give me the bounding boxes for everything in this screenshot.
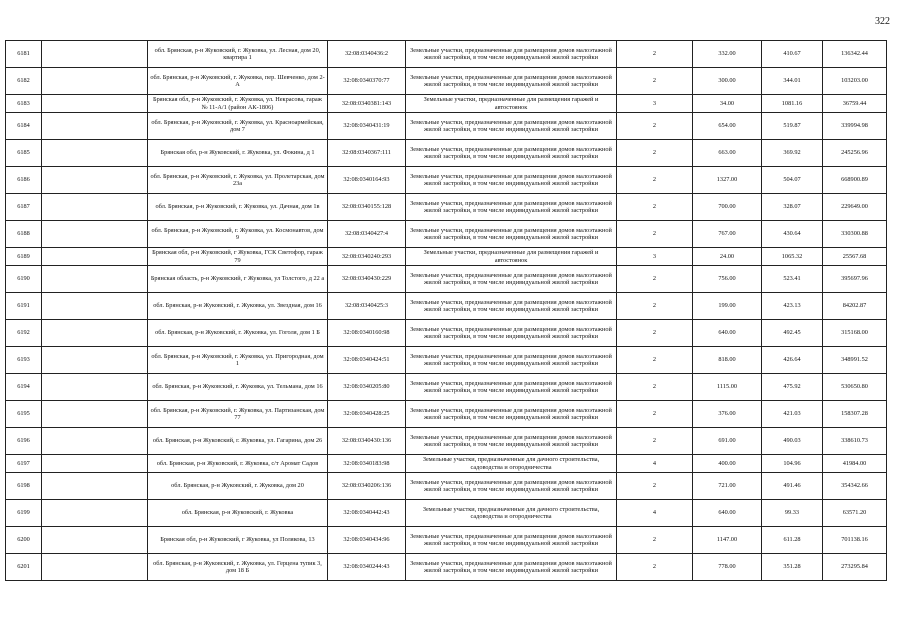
- table-row: [6, 527, 887, 554]
- group-number-cell: 2: [617, 554, 693, 581]
- row-number-cell: 6183: [6, 95, 42, 113]
- group-number-cell: 3: [617, 95, 693, 113]
- address-cell: обл. Брянская, р-н Жуковский, г. Жуковка, ул. Пригородная, дом 1: [148, 347, 328, 374]
- spacer-cell: [42, 266, 148, 293]
- row-number-cell: 6199: [6, 500, 42, 527]
- row-number-cell: 6194: [6, 374, 42, 401]
- spacer-cell: [42, 41, 148, 68]
- cadastral-value-cell: 395697.96: [823, 266, 887, 293]
- table-row: [6, 320, 887, 347]
- cadastral-number-cell: 32:08:0340240:293: [328, 248, 406, 266]
- address-cell: обл. Брянская, р-н Жуковский, г. Жуковка, ул. Космонавтов, дом 9: [148, 221, 328, 248]
- cadastral-number-cell: 32:08:0340164:93: [328, 167, 406, 194]
- cadastral-number-cell: 32:08:0340160:98: [328, 320, 406, 347]
- group-number-cell: 4: [617, 500, 693, 527]
- group-number-cell: 2: [617, 194, 693, 221]
- land-use-cell: Земельные участки, предназначенные для размещения домов малоэтажной жилой застройки, в том числе индивидуальной жилой застройки: [406, 347, 617, 374]
- group-number-cell: 2: [617, 68, 693, 95]
- land-use-cell: Земельные участки, предназначенные для размещения гаражей и автостоянок: [406, 248, 617, 266]
- area-cell: 34.00: [693, 95, 762, 113]
- specific-value-cell: 344.01: [762, 68, 823, 95]
- spacer-cell: [42, 293, 148, 320]
- land-use-cell: Земельные участки, предназначенные для размещения домов малоэтажной жилой застройки, в том числе индивидуальной жилой застройки: [406, 113, 617, 140]
- spacer-cell: [42, 428, 148, 455]
- address-cell: Брянская обл, р-н Жуковский, г. Жуковка, ул. Некрасова, гараж № 11-А/1 (район АК-1806): [148, 95, 328, 113]
- spacer-cell: [42, 401, 148, 428]
- address-cell: обл. Брянская, р-н Жуковский, г. Жуковка, ул. Гоголя, дом 1 Б: [148, 320, 328, 347]
- table-row: [6, 41, 887, 68]
- group-number-cell: 3: [617, 248, 693, 266]
- table-row: [6, 167, 887, 194]
- address-cell: обл. Брянская, р-н Жуковский, г. Жуковка, ул. Звездная, дом 16: [148, 293, 328, 320]
- area-cell: 332.00: [693, 41, 762, 68]
- land-use-cell: Земельные участки, предназначенные для размещения домов малоэтажной жилой застройки, в том числе индивидуальной жилой застройки: [406, 401, 617, 428]
- table-row: [6, 266, 887, 293]
- group-number-cell: 2: [617, 374, 693, 401]
- address-cell: Брянская обл, р-н Жуковский, г. Жуковка, ул. Фокина, д 1: [148, 140, 328, 167]
- cadastral-number-cell: 32:08:0340425:3: [328, 293, 406, 320]
- land-use-cell: Земельные участки, предназначенные для размещения домов малоэтажной жилой застройки, в том числе индивидуальной жилой застройки: [406, 374, 617, 401]
- area-cell: 691.00: [693, 428, 762, 455]
- land-registry-table: [5, 40, 887, 581]
- cadastral-number-cell: 32:08:0340430:136: [328, 428, 406, 455]
- area-cell: 376.00: [693, 401, 762, 428]
- address-cell: обл. Брянская, р-н Жуковский, г. Жуковка, ул. Красноармейская, дом 7: [148, 113, 328, 140]
- address-cell: обл. Брянская, р-н Жуковский, г. Жуковка, ул. Тельмана, дом 16: [148, 374, 328, 401]
- specific-value-cell: 492.45: [762, 320, 823, 347]
- row-number-cell: 6181: [6, 41, 42, 68]
- specific-value-cell: 423.13: [762, 293, 823, 320]
- cadastral-value-cell: 701138.16: [823, 527, 887, 554]
- spacer-cell: [42, 473, 148, 500]
- specific-value-cell: 328.07: [762, 194, 823, 221]
- cadastral-number-cell: 32:08:0340205:80: [328, 374, 406, 401]
- area-cell: 199.00: [693, 293, 762, 320]
- cadastral-value-cell: 530650.80: [823, 374, 887, 401]
- specific-value-cell: 475.92: [762, 374, 823, 401]
- area-cell: 1147.00: [693, 527, 762, 554]
- cadastral-value-cell: 136342.44: [823, 41, 887, 68]
- row-number-cell: 6196: [6, 428, 42, 455]
- row-number-cell: 6190: [6, 266, 42, 293]
- spacer-cell: [42, 68, 148, 95]
- area-cell: 1327.00: [693, 167, 762, 194]
- area-cell: 721.00: [693, 473, 762, 500]
- spacer-cell: [42, 320, 148, 347]
- land-use-cell: Земельные участки, предназначенные для размещения домов малоэтажной жилой застройки, в том числе индивидуальной жилой застройки: [406, 554, 617, 581]
- specific-value-cell: 421.03: [762, 401, 823, 428]
- cadastral-value-cell: 354342.66: [823, 473, 887, 500]
- table-row: [6, 374, 887, 401]
- table-body: [6, 41, 887, 581]
- group-number-cell: 2: [617, 347, 693, 374]
- table-row: [6, 293, 887, 320]
- area-cell: 700.00: [693, 194, 762, 221]
- table-row: [6, 401, 887, 428]
- spacer-cell: [42, 500, 148, 527]
- area-cell: 778.00: [693, 554, 762, 581]
- cadastral-number-cell: 32:08:0340434:96: [328, 527, 406, 554]
- cadastral-number-cell: 32:08:0340430:229: [328, 266, 406, 293]
- spacer-cell: [42, 554, 148, 581]
- table-row: [6, 554, 887, 581]
- group-number-cell: 4: [617, 455, 693, 473]
- row-number-cell: 6184: [6, 113, 42, 140]
- specific-value-cell: 504.07: [762, 167, 823, 194]
- address-cell: обл. Брянская, р-н Жуковский, г. Жуковка: [148, 500, 328, 527]
- group-number-cell: 2: [617, 167, 693, 194]
- address-cell: Брянская область, р-н Жуковский, г Жуковка, ул Толстого, д 22 а: [148, 266, 328, 293]
- cadastral-number-cell: 32:08:0340431:19: [328, 113, 406, 140]
- specific-value-cell: 519.87: [762, 113, 823, 140]
- row-number-cell: 6197: [6, 455, 42, 473]
- spacer-cell: [42, 527, 148, 554]
- specific-value-cell: 490.03: [762, 428, 823, 455]
- specific-value-cell: 611.28: [762, 527, 823, 554]
- specific-value-cell: 523.41: [762, 266, 823, 293]
- row-number-cell: 6192: [6, 320, 42, 347]
- spacer-cell: [42, 113, 148, 140]
- cadastral-value-cell: 273295.84: [823, 554, 887, 581]
- land-use-cell: Земельные участки, предназначенные для размещения домов малоэтажной жилой застройки, в том числе индивидуальной жилой застройки: [406, 266, 617, 293]
- group-number-cell: 2: [617, 221, 693, 248]
- land-use-cell: Земельные участки, предназначенные для размещения домов малоэтажной жилой застройки, в том числе индивидуальной жилой застройки: [406, 428, 617, 455]
- table-row: [6, 194, 887, 221]
- cadastral-value-cell: 41984.00: [823, 455, 887, 473]
- specific-value-cell: 426.64: [762, 347, 823, 374]
- cadastral-value-cell: 158307.28: [823, 401, 887, 428]
- group-number-cell: 2: [617, 293, 693, 320]
- table-row: [6, 95, 887, 113]
- cadastral-number-cell: 32:08:0340206:136: [328, 473, 406, 500]
- land-use-cell: Земельные участки, предназначенные для размещения домов малоэтажной жилой застройки, в том числе индивидуальной жилой застройки: [406, 68, 617, 95]
- row-number-cell: 6188: [6, 221, 42, 248]
- address-cell: обл. Брянская, р-н Жуковский, г. Жуковка, ул. Лесная, дом 20, квартира 1: [148, 41, 328, 68]
- row-number-cell: 6193: [6, 347, 42, 374]
- spacer-cell: [42, 95, 148, 113]
- table-row: [6, 248, 887, 266]
- specific-value-cell: 104.96: [762, 455, 823, 473]
- cadastral-number-cell: 32:08:0340183:98: [328, 455, 406, 473]
- table-row: [6, 140, 887, 167]
- area-cell: 640.00: [693, 320, 762, 347]
- cadastral-value-cell: 315168.00: [823, 320, 887, 347]
- table-row: [6, 347, 887, 374]
- cadastral-number-cell: 32:08:0340424:51: [328, 347, 406, 374]
- cadastral-number-cell: 32:08:0340244:43: [328, 554, 406, 581]
- row-number-cell: 6201: [6, 554, 42, 581]
- address-cell: обл. Брянская, р-н Жуковский, г. Жуковка, ул. Пролетарская, дом 23а: [148, 167, 328, 194]
- specific-value-cell: 430.64: [762, 221, 823, 248]
- group-number-cell: 2: [617, 428, 693, 455]
- group-number-cell: 2: [617, 401, 693, 428]
- spacer-cell: [42, 248, 148, 266]
- cadastral-value-cell: 668900.89: [823, 167, 887, 194]
- spacer-cell: [42, 194, 148, 221]
- cadastral-value-cell: 229649.00: [823, 194, 887, 221]
- cadastral-value-cell: 245256.96: [823, 140, 887, 167]
- address-cell: обл. Брянская, р-н Жуковский, г. Жуковка, ул. Партизанская, дом 77: [148, 401, 328, 428]
- cadastral-number-cell: 32:08:0340436:2: [328, 41, 406, 68]
- cadastral-number-cell: 32:08:0340155:128: [328, 194, 406, 221]
- area-cell: 300.00: [693, 68, 762, 95]
- group-number-cell: 2: [617, 140, 693, 167]
- row-number-cell: 6187: [6, 194, 42, 221]
- cadastral-value-cell: 84202.87: [823, 293, 887, 320]
- area-cell: 24.00: [693, 248, 762, 266]
- land-use-cell: Земельные участки, предназначенные для размещения домов малоэтажной жилой застройки, в том числе индивидуальной жилой застройки: [406, 194, 617, 221]
- specific-value-cell: 351.28: [762, 554, 823, 581]
- area-cell: 767.00: [693, 221, 762, 248]
- table-row: [6, 113, 887, 140]
- land-use-cell: Земельные участки, предназначенные для размещения домов малоэтажной жилой застройки, в том числе индивидуальной жилой застройки: [406, 473, 617, 500]
- specific-value-cell: 491.46: [762, 473, 823, 500]
- land-use-cell: Земельные участки, предназначенные для дачного строительства, садоводства и огородничества: [406, 500, 617, 527]
- group-number-cell: 2: [617, 266, 693, 293]
- cadastral-number-cell: 32:08:0340427:4: [328, 221, 406, 248]
- address-cell: Брянская обл, р-н Жуковский, г Жуковка, ГСК Светофор, гараж 79: [148, 248, 328, 266]
- address-cell: Брянская обл, р-н Жуковский, г Жуковка, ул Полякова, 13: [148, 527, 328, 554]
- row-number-cell: 6182: [6, 68, 42, 95]
- row-number-cell: 6185: [6, 140, 42, 167]
- cadastral-value-cell: 25567.68: [823, 248, 887, 266]
- cadastral-number-cell: 32:08:0340381:143: [328, 95, 406, 113]
- spacer-cell: [42, 455, 148, 473]
- row-number-cell: 6191: [6, 293, 42, 320]
- land-use-cell: Земельные участки, предназначенные для размещения домов малоэтажной жилой застройки, в том числе индивидуальной жилой застройки: [406, 527, 617, 554]
- land-use-cell: Земельные участки, предназначенные для размещения гаражей и автостоянок: [406, 95, 617, 113]
- table-row: [6, 68, 887, 95]
- address-cell: обл. Брянская, р-н Жуковский, г. Жуковка, пер. Шевченко, дом 2-А: [148, 68, 328, 95]
- group-number-cell: 2: [617, 41, 693, 68]
- cadastral-value-cell: 348991.52: [823, 347, 887, 374]
- group-number-cell: 2: [617, 113, 693, 140]
- group-number-cell: 2: [617, 527, 693, 554]
- cadastral-number-cell: 32:08:0340367:111: [328, 140, 406, 167]
- page-number: 322: [875, 16, 890, 27]
- spacer-cell: [42, 167, 148, 194]
- address-cell: обл. Брянская, р-н Жуковский, г. Жуковка, дом 20: [148, 473, 328, 500]
- area-cell: 400.00: [693, 455, 762, 473]
- cadastral-value-cell: 339994.98: [823, 113, 887, 140]
- land-use-cell: Земельные участки, предназначенные для размещения домов малоэтажной жилой застройки, в том числе индивидуальной жилой застройки: [406, 221, 617, 248]
- spacer-cell: [42, 140, 148, 167]
- row-number-cell: 6198: [6, 473, 42, 500]
- table-row: [6, 221, 887, 248]
- specific-value-cell: 369.92: [762, 140, 823, 167]
- cadastral-value-cell: 338610.73: [823, 428, 887, 455]
- table-row: [6, 428, 887, 455]
- area-cell: 756.00: [693, 266, 762, 293]
- land-use-cell: Земельные участки, предназначенные для размещения домов малоэтажной жилой застройки, в том числе индивидуальной жилой застройки: [406, 41, 617, 68]
- specific-value-cell: 1065.32: [762, 248, 823, 266]
- row-number-cell: 6200: [6, 527, 42, 554]
- area-cell: 663.00: [693, 140, 762, 167]
- land-use-cell: Земельные участки, предназначенные для размещения домов малоэтажной жилой застройки, в том числе индивидуальной жилой застройки: [406, 320, 617, 347]
- area-cell: 640.00: [693, 500, 762, 527]
- area-cell: 818.00: [693, 347, 762, 374]
- cadastral-number-cell: 32:08:0340442:43: [328, 500, 406, 527]
- row-number-cell: 6189: [6, 248, 42, 266]
- address-cell: обл. Брянская, р-н Жуковский, г. Жуковка, ул. Герцена тупик 3, дом 18 Б: [148, 554, 328, 581]
- spacer-cell: [42, 221, 148, 248]
- specific-value-cell: 410.67: [762, 41, 823, 68]
- land-use-cell: Земельные участки, предназначенные для дачного строительства, садоводства и огородничества: [406, 455, 617, 473]
- spacer-cell: [42, 374, 148, 401]
- group-number-cell: 2: [617, 320, 693, 347]
- row-number-cell: 6186: [6, 167, 42, 194]
- land-use-cell: Земельные участки, предназначенные для размещения домов малоэтажной жилой застройки, в том числе индивидуальной жилой застройки: [406, 140, 617, 167]
- cadastral-value-cell: 103203.00: [823, 68, 887, 95]
- group-number-cell: 2: [617, 473, 693, 500]
- specific-value-cell: 1081.16: [762, 95, 823, 113]
- cadastral-value-cell: 63571.20: [823, 500, 887, 527]
- table-row: [6, 500, 887, 527]
- spacer-cell: [42, 347, 148, 374]
- area-cell: 1115.00: [693, 374, 762, 401]
- land-use-cell: Земельные участки, предназначенные для размещения домов малоэтажной жилой застройки, в том числе индивидуальной жилой застройки: [406, 293, 617, 320]
- cadastral-number-cell: 32:08:0340370:77: [328, 68, 406, 95]
- cadastral-number-cell: 32:08:0340428:25: [328, 401, 406, 428]
- row-number-cell: 6195: [6, 401, 42, 428]
- address-cell: обл. Брянская, р-н Жуковский, г. Жуковка, ул. Гагарина, дом 26: [148, 428, 328, 455]
- specific-value-cell: 99.33: [762, 500, 823, 527]
- land-use-cell: Земельные участки, предназначенные для размещения домов малоэтажной жилой застройки, в том числе индивидуальной жилой застройки: [406, 167, 617, 194]
- table-row: [6, 455, 887, 473]
- table-row: [6, 473, 887, 500]
- cadastral-value-cell: 330300.88: [823, 221, 887, 248]
- address-cell: обл. Брянская, р-н Жуковский, г. Жуковка, с/т Аромат Садов: [148, 455, 328, 473]
- cadastral-value-cell: 36759.44: [823, 95, 887, 113]
- address-cell: обл. Брянская, р-н Жуковский, г. Жуковка, ул. Дачная, дом 1в: [148, 194, 328, 221]
- area-cell: 654.00: [693, 113, 762, 140]
